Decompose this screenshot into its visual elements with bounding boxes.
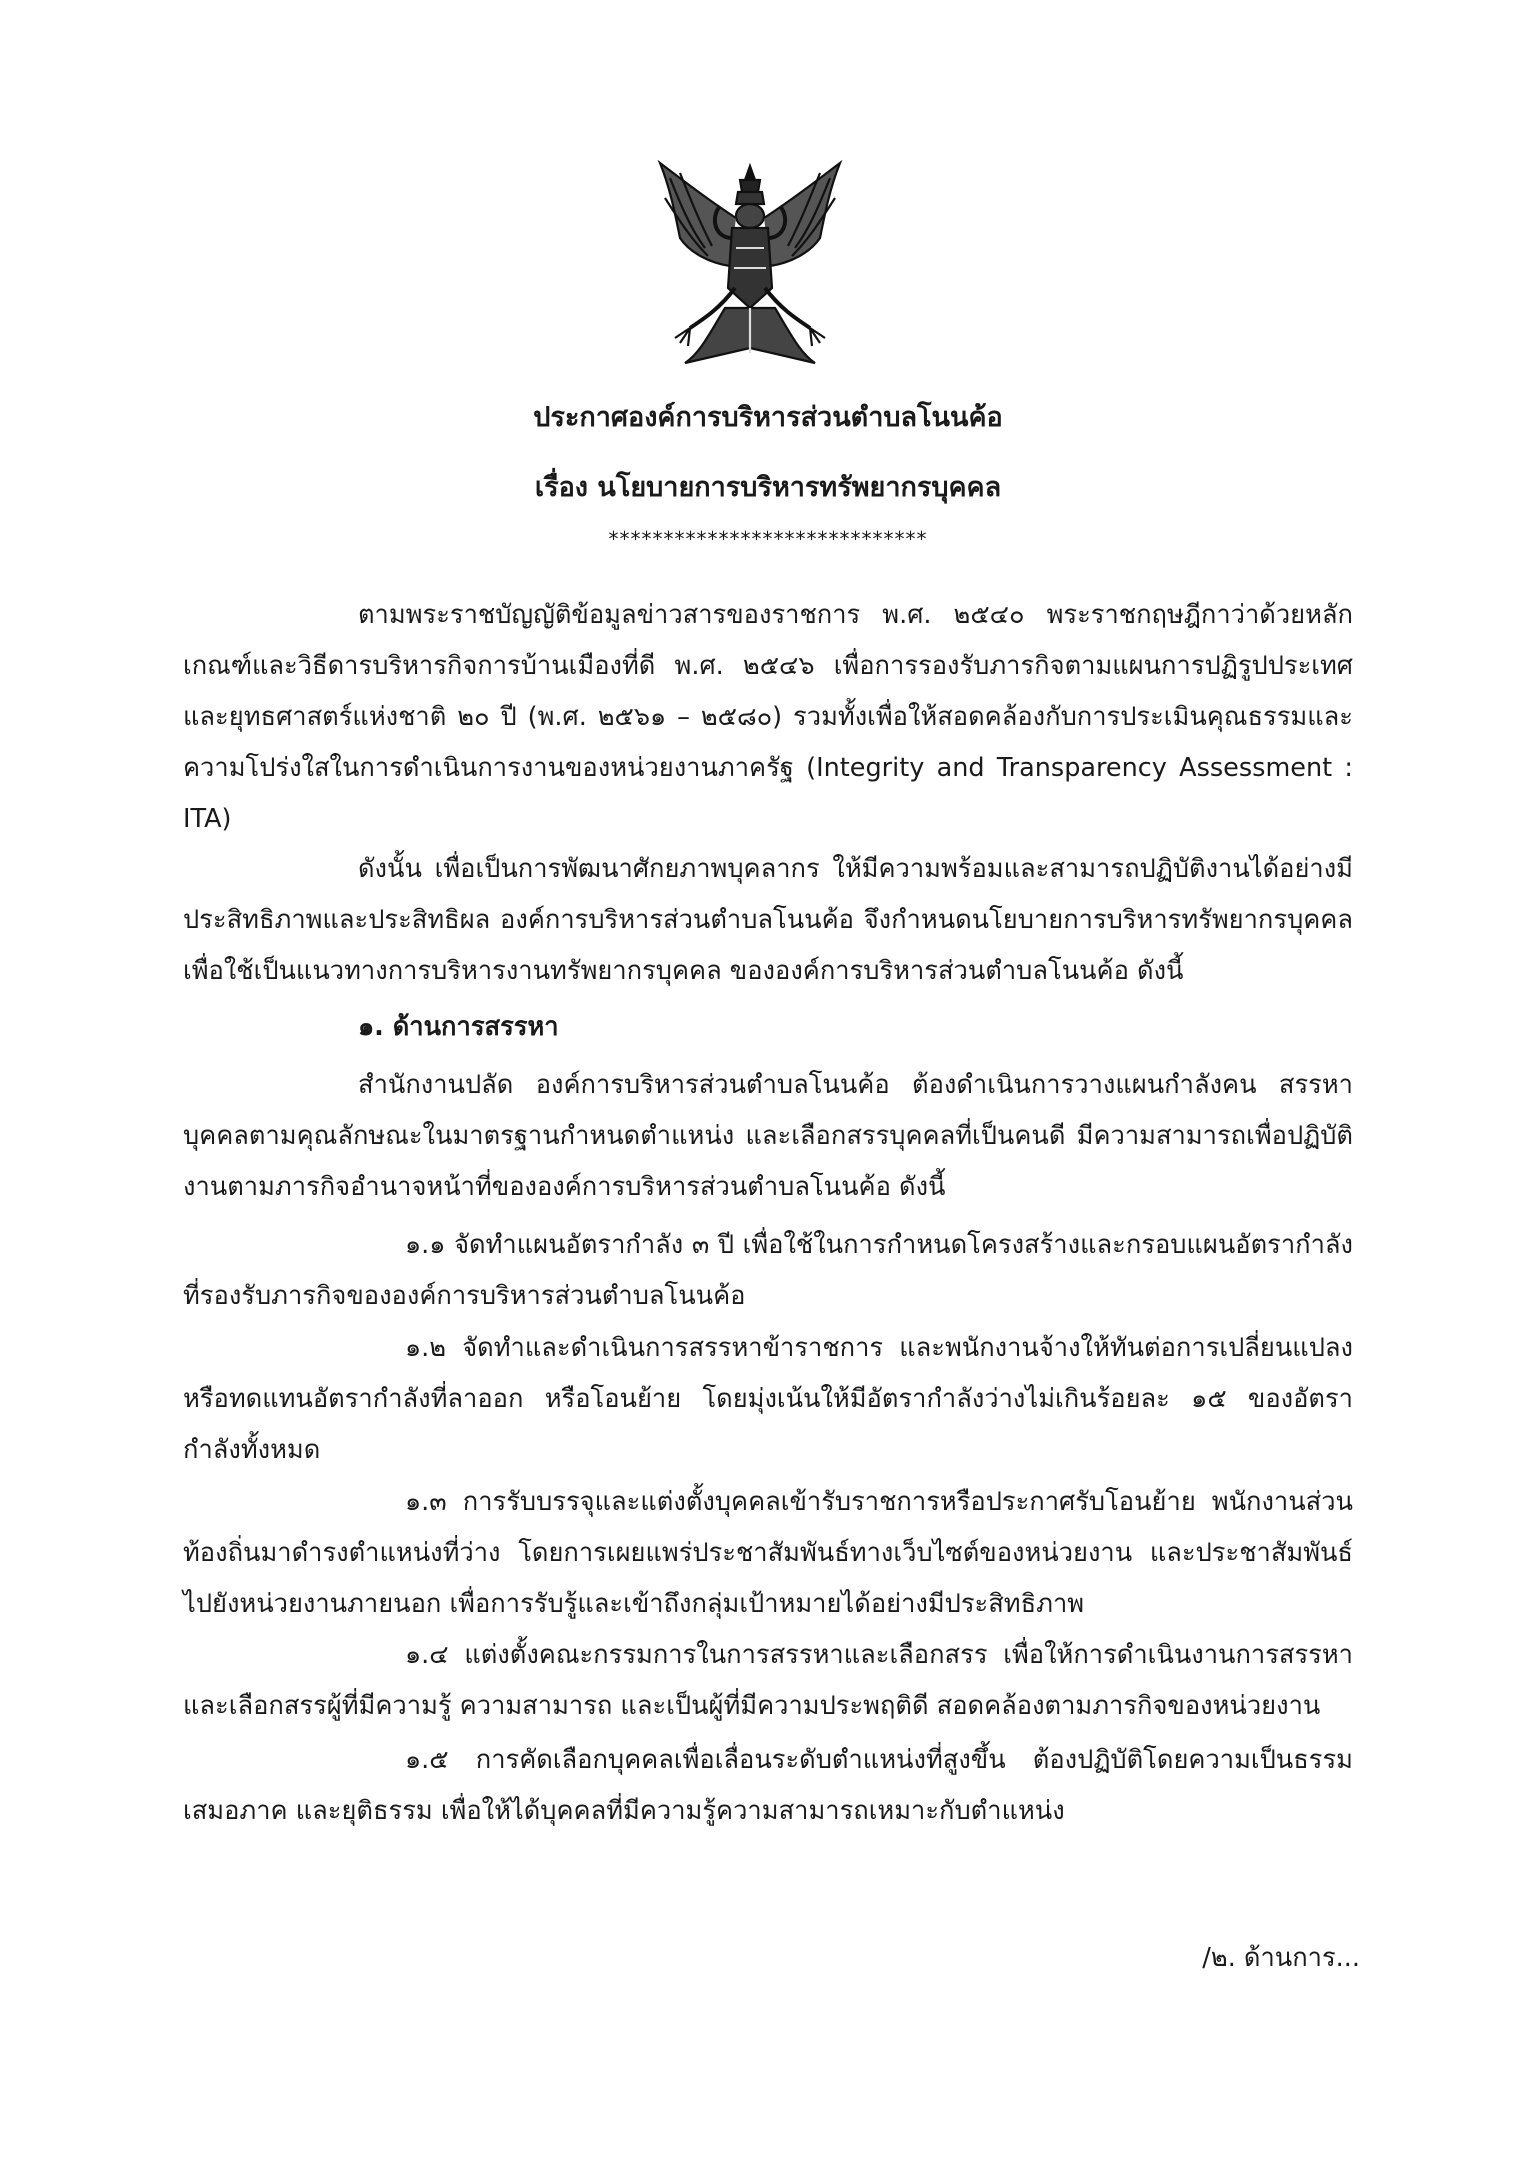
document-title: ประกาศองค์การบริหารส่วนตำบลโนนค้อ — [533, 402, 1003, 433]
intro-paragraph: ตามพระราชบัญญัติข้อมูลข่าวสารของราชการ พ.ศ. ๒๕๔๐ พระราชกฤษฎีกาว่าด้วยหลักเกณฑ์และวิธีดารบริหารกิจการบ้านเมืองที่ดี พ.ศ. ๒๕๔๖ เพื่อการรองรับภารกิจตามแผนการปฏิรูปประเทศและยุทธศาสตร์แห่งชาติ ๒๐ ปี (พ.ศ. ๒๕๖๑ – ๒๕๘๐) รวมทั้งเพื่อให้สอดคล้องกับการประเมินคุณธรรมและความโปร่งใสในการดำเนินการงานของหน่วยงานภาครัฐ (Integrity and Transparency Assessment : ITA) — [183, 600, 1353, 834]
document-subject: เรื่อง นโยบายการบริหารทรัพยากรบุคคล — [534, 472, 1002, 503]
title-separator: ***************************** — [608, 527, 928, 551]
garuda-emblem — [650, 158, 850, 368]
policy-paragraph: ดังนั้น เพื่อเป็นการพัฒนาศักยภาพบุคลากร ให้มีความพร้อมและสามารถปฏิบัติงานได้อย่างมีประสิทธิภาพและประสิทธิผล องค์การบริหารส่วนตำบลโนนค้อ จึงกำหนดนโยบายการบริหารทรัพยากรบุคคลเพื่อใช้เป็นแนวทางการบริหารงานทรัพยากรบุคคล ขององค์การบริหารส่วนตำบลโนนค้อ ดังนี้ — [183, 854, 1353, 986]
section-item: ๑.๕ การคัดเลือกบุคคลเพื่อเลื่อนระดับตำแหน่งที่สูงขึ้น ต้องปฏิบัติโดยความเป็นธรรม เสมอภาค และยุติธรรม เพื่อให้ได้บุคคลที่มีความรู้ความสามารถเหมาะกับตำแหน่ง — [183, 1745, 1353, 1826]
section-item: ๑.๔ แต่งตั้งคณะกรรมการในการสรรหาและเลือกสรร เพื่อให้การดำเนินงานการสรรหาและเลือกสรรผู้ที่มีความรู้ ความสามารถ และเป็นผู้ที่มีความประพฤติดี สอดคล้องตามภารกิจของหน่วยงาน — [183, 1640, 1353, 1721]
section-intro: สำนักงานปลัด องค์การบริหารส่วนตำบลโนนค้อ ต้องดำเนินการวางแผนกำลังคน สรรหาบุคคลตามคุณลักษณะในมาตรฐานกำหนดตำแหน่ง และเลือกสรรบุคคลที่เป็นคนดี มีความสามารถเพื่อปฏิบัติงานตามภารกิจอำนาจหน้าที่ขององค์การบริหารส่วนตำบลโนนค้อ ดังนี้ — [183, 1070, 1353, 1202]
section-heading: ๑. ด้านการสรรหา — [358, 1012, 559, 1042]
section-item: ๑.๑ จัดทำแผนอัตรากำลัง ๓ ปี เพื่อใช้ในการกำหนดโครงสร้างและกรอบแผนอัตรากำลังที่รองรับภารกิจขององค์การบริหารส่วนตำบลโนนค้อ — [183, 1230, 1353, 1311]
section-item: ๑.๒ จัดทำและดำเนินการสรรหาข้าราชการ และพนักงานจ้างให้ทันต่อการเปลี่ยนแปลงหรือทดแทนอัตรากำลังที่ลาออก หรือโอนย้าย โดยมุ่งเน้นให้มีอัตรากำลังว่างไม่เกินร้อยละ ๑๕ ของอัตรากำลังทั้งหมด — [183, 1333, 1353, 1465]
continuation-marker: /๒. ด้านการ... — [1202, 1943, 1360, 1973]
section-item: ๑.๓ การรับบรรจุและแต่งตั้งบุคคลเข้ารับราชการหรือประกาศรับโอนย้าย พนักงานส่วนท้องถิ่นมาดำรงตำแหน่งที่ว่าง โดยการเผยแพร่ประชาสัมพันธ์ทางเว็บไซต์ของหน่วยงาน และประชาสัมพันธ์ไปยังหน่วยงานภายนอก เพื่อการรับรู้และเข้าถึงกลุ่มเป้าหมายได้อย่างมีประสิทธิภาพ — [183, 1487, 1353, 1619]
